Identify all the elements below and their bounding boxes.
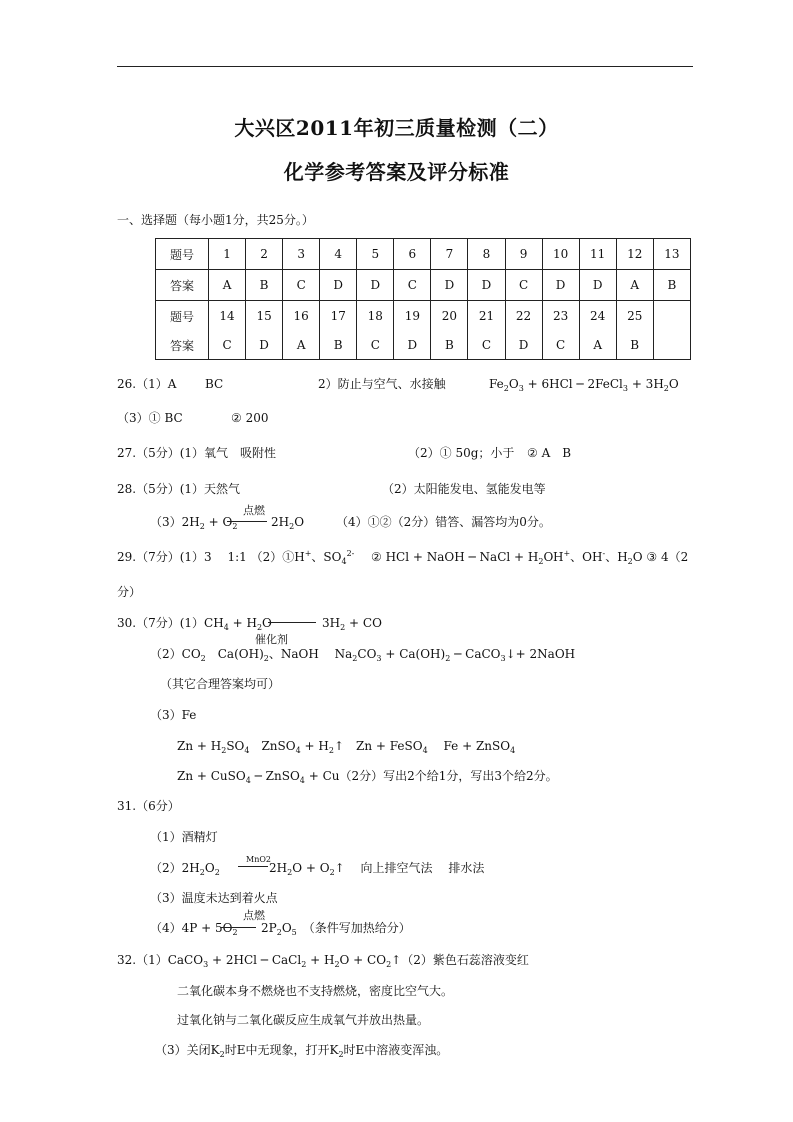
q30-equations-a (177, 739, 515, 753)
eq-sub: 2 (663, 384, 669, 393)
eq-frag: 30.（7分）(1）CH (117, 616, 224, 630)
answer-cell: B (431, 331, 468, 360)
eq-frag: O (668, 377, 679, 391)
ion-charge: 2- (346, 549, 355, 558)
q26-part1b: BC (205, 377, 224, 391)
q26-equation (489, 377, 679, 391)
reaction-line (238, 866, 268, 867)
eq-frag: ZnSO (249, 739, 296, 753)
eq-sub: 2 (334, 960, 340, 969)
page-title: 大兴区2011年初三质量检测（二） (234, 116, 559, 140)
table-row (156, 239, 691, 270)
text-frag: 时E中溶液变浑浊。 (343, 1043, 449, 1057)
eq-frag: O (294, 515, 305, 529)
eq-frag: O + CO (339, 953, 387, 967)
page-subtitle: 化学参考答案及评分标准 (283, 160, 510, 184)
eq-sub: 2 (386, 960, 392, 969)
eq-frag: ↓+ 2NaOH (505, 647, 576, 661)
eq-frag: ─ CaCO (450, 647, 501, 661)
eq-frag: Fe + ZnSO (427, 739, 511, 753)
question-number: 17 (320, 301, 357, 332)
ion-charge: + (304, 549, 312, 558)
eq-frag: 2H (269, 861, 288, 875)
eq-sub: 2 (200, 654, 206, 663)
text-frag: 、SO (311, 550, 342, 564)
eq-frag: + Cu（2分）写出2个给1分，写出3个给2分。 (304, 769, 558, 783)
eq-frag: + 6HCl ─ 2FeCl (523, 377, 623, 391)
q29-line2: 分） (117, 585, 142, 599)
eq-frag: + O (204, 515, 233, 529)
eq-frag: + H (306, 953, 335, 967)
question-number: 21 (468, 301, 505, 332)
answer-cell: D (542, 270, 579, 301)
q28-equation-left (150, 515, 237, 529)
answer-cell: C (505, 270, 542, 301)
reaction-condition: 点燃 (243, 909, 265, 922)
q30-equations-b (177, 769, 558, 783)
eq-frag: ② HCl + NaOH ─ NaCl + H (371, 550, 539, 564)
text-frag: 时E中无现象，打开K (224, 1043, 339, 1057)
ion-charge: + (563, 549, 571, 558)
reaction-line (227, 521, 267, 522)
eq-frag: Ca(OH) (205, 647, 264, 661)
question-number: 22 (505, 301, 542, 332)
eq-sub: 2 (338, 1050, 344, 1059)
eq-frag: ↑ 向上排空气法 排水法 (334, 861, 485, 875)
eq-sub: 4 (244, 746, 250, 755)
text-frag: H (553, 550, 564, 564)
question-number: 2 (246, 239, 283, 270)
eq-frag: O + O (292, 861, 330, 875)
question-number: 7 (431, 239, 468, 270)
q29-ions (553, 550, 688, 564)
q30-line1 (117, 616, 272, 630)
q31-part1: （1）酒精灯 (150, 830, 218, 844)
answer-cell: C (283, 270, 320, 301)
eq-frag: （条件写加热给分） (296, 921, 411, 935)
answer-cell: D (431, 270, 468, 301)
answer-cell: A (209, 270, 246, 301)
row-label: 答案 (156, 270, 209, 301)
row-label: 题号 (156, 301, 209, 332)
eq-frag: （2）CO (150, 647, 201, 661)
q29-equation (371, 550, 553, 564)
empty-cell (653, 301, 690, 360)
q31-equation4-right (261, 921, 411, 935)
question-number: 16 (283, 301, 320, 332)
eq-frag: ↑ Zn + FeSO (333, 739, 423, 753)
eq-frag: 2H (271, 515, 290, 529)
question-number: 15 (246, 301, 283, 332)
question-number: 5 (357, 239, 394, 270)
eq-frag: SO (226, 739, 245, 753)
answer-cell: C (468, 331, 505, 360)
eq-sub: 2 (219, 1050, 225, 1059)
eq-frag: 、NaOH Na (268, 647, 353, 661)
section-heading: 一、选择题（每小题1分，共25分。） (117, 213, 314, 227)
q28-equation-right (271, 515, 304, 529)
question-number: 24 (579, 301, 616, 332)
answer-cell: D (246, 331, 283, 360)
eq-frag: Fe (489, 377, 504, 391)
q26-part3b: ② 200 (231, 411, 269, 425)
answer-cell: C (542, 331, 579, 360)
text-frag: O ③ 4（2 (632, 550, 689, 564)
eq-frag: + H (228, 616, 257, 630)
q28-part2: （2）太阳能发电、氢能发电等 (382, 482, 546, 496)
eq-frag: （3）2H (150, 515, 200, 529)
answer-cell: D (394, 331, 431, 360)
top-rule (117, 66, 693, 67)
q30-note: （其它合理答案均可） (160, 677, 281, 691)
answer-cell: D (320, 270, 357, 301)
question-number: 14 (209, 301, 246, 332)
reaction-line (268, 622, 316, 623)
text-frag: 29.（7分）(1）3 1:1 （2）①H (117, 550, 305, 564)
eq-sub: 2 (214, 868, 220, 877)
row-label: 题号 (156, 239, 209, 270)
eq-sub: 3 (622, 384, 628, 393)
eq-sub: 2 (627, 557, 633, 566)
eq-frag: （4）4P + 5O (150, 921, 233, 935)
eq-sub: 2 (289, 522, 295, 531)
ion-charge: - (602, 549, 606, 558)
answer-cell: D (505, 331, 542, 360)
eq-frag: CO (357, 647, 377, 661)
q27-part2b: ② A B (527, 446, 572, 460)
eq-sub: 3 (500, 654, 506, 663)
question-number: 6 (394, 239, 431, 270)
q26-part2: 2）防止与空气、水接触 (318, 377, 446, 391)
reaction-line (221, 927, 256, 928)
q32-line4 (155, 1043, 448, 1057)
eq-sub: 2 (352, 654, 358, 663)
eq-sub: 2 (328, 746, 334, 755)
text-frag: 、H (605, 550, 628, 564)
eq-frag: Zn + CuSO (177, 769, 246, 783)
q31-heading: 31.（6分） (117, 799, 180, 813)
eq-frag: O (204, 861, 215, 875)
eq-frag: Zn + H (177, 739, 222, 753)
table-row (156, 301, 691, 332)
q27-part1: 27.（5分）(1）氧气 吸附性 (117, 446, 277, 460)
q30-line2 (150, 647, 575, 661)
eq-sub: 4 (510, 746, 516, 755)
answer-cell: B (616, 331, 653, 360)
eq-sub: 2 (199, 522, 205, 531)
reaction-condition: 催化剂 (255, 633, 288, 646)
table-row (156, 331, 691, 360)
eq-sub: 2 (340, 623, 346, 632)
eq-frag: 32.（1）CaCO (117, 953, 204, 967)
question-number: 18 (357, 301, 394, 332)
eq-sub: 4 (422, 746, 428, 755)
answer-cell: C (209, 331, 246, 360)
answer-cell: A (283, 331, 320, 360)
eq-sub: 2 (287, 868, 293, 877)
eq-sub: 2 (221, 746, 227, 755)
question-number: 11 (579, 239, 616, 270)
q29-line1 (117, 550, 354, 564)
eq-frag: + H (300, 739, 329, 753)
eq-frag: ↑（2）紫色石蕊溶液变红 (391, 953, 529, 967)
eq-sub: 3 (518, 384, 524, 393)
answer-cell: B (320, 331, 357, 360)
q26-part1: 26.（1）A (117, 377, 177, 391)
eq-sub: 2 (276, 928, 282, 937)
eq-frag: 3H (322, 616, 341, 630)
eq-sub: 2 (329, 868, 335, 877)
q27-part2: （2）① 50g；小于 (408, 446, 515, 460)
eq-sub: 2 (232, 522, 238, 531)
q28-part1: 28.（5分）(1）天然气 (117, 482, 241, 496)
q31-equation4-left (150, 921, 238, 935)
reaction-condition: 点燃 (243, 504, 265, 517)
eq-sub: 2 (256, 623, 263, 632)
answer-cell: D (357, 270, 394, 301)
eq-sub: 2 (538, 557, 544, 566)
eq-sub: 4 (295, 746, 301, 755)
answer-cell: A (579, 331, 616, 360)
eq-frag: + Ca(OH) (381, 647, 446, 661)
eq-sub: 2 (263, 654, 269, 663)
eq-sub: 2 (301, 960, 307, 969)
eq-sub: 3 (203, 960, 209, 969)
answer-cell: D (468, 270, 505, 301)
eq-frag: O (508, 377, 519, 391)
eq-frag: O (281, 921, 292, 935)
eq-frag: （2）2H (150, 861, 200, 875)
eq-frag: O (262, 616, 272, 630)
q31-equation-right (269, 861, 484, 875)
question-number: 3 (283, 239, 320, 270)
question-number: 12 (616, 239, 653, 270)
q31-equation-left (150, 861, 220, 875)
eq-sub: 2 (445, 654, 451, 663)
question-number: 20 (431, 301, 468, 332)
q32-line3: 过氧化钠与二氧化碳反应生成氧气并放出热量。 (177, 1013, 430, 1027)
eq-frag: + CO (345, 616, 382, 630)
eq-sub: 2 (232, 928, 238, 937)
question-number: 8 (468, 239, 505, 270)
question-number: 25 (616, 301, 653, 332)
q28-part4: （4）①②（2分）错答、漏答均为0分。 (336, 515, 551, 529)
answer-cell: A (616, 270, 653, 301)
eq-frag: + 2HCl ─ CaCl (208, 953, 302, 967)
question-number: 9 (505, 239, 542, 270)
reaction-condition: MnO2 (246, 855, 271, 864)
q32-line2: 二氧化碳本身不燃烧也不支持燃烧，密度比空气大。 (177, 984, 454, 998)
question-number: 1 (209, 239, 246, 270)
eq-sub: 4 (341, 557, 347, 566)
answer-cell: B (653, 270, 690, 301)
text-frag: 、OH (570, 550, 603, 564)
text-frag: （3）关闭K (155, 1043, 220, 1057)
eq-sub: 2 (503, 384, 509, 393)
question-number: 19 (394, 301, 431, 332)
eq-sub: 4 (245, 776, 251, 785)
question-number: 10 (542, 239, 579, 270)
question-number: 4 (320, 239, 357, 270)
eq-sub: 3 (376, 654, 382, 663)
eq-frag: 2P (261, 921, 277, 935)
q32-line1 (117, 953, 529, 967)
eq-frag: ─ ZnSO (250, 769, 300, 783)
answer-cell: D (579, 270, 616, 301)
question-number: 23 (542, 301, 579, 332)
question-number: 13 (653, 239, 690, 270)
eq-sub: 4 (223, 623, 229, 632)
eq-sub: 2 (199, 868, 205, 877)
answer-cell: C (357, 331, 394, 360)
row-label: 答案 (156, 331, 209, 360)
eq-sub: 4 (299, 776, 305, 785)
answer-table (155, 238, 691, 360)
table-row (156, 270, 691, 301)
q31-part3: （3）温度未达到着火点 (150, 891, 278, 905)
q26-part3: （3）① BC (117, 411, 183, 425)
eq-frag: + 3H (628, 377, 664, 391)
answer-cell: B (246, 270, 283, 301)
answer-cell: C (394, 270, 431, 301)
q30-part3: （3）Fe (150, 708, 197, 722)
q30-line1-right (322, 616, 382, 630)
eq-frag: O (543, 550, 554, 564)
eq-sub: 5 (291, 928, 297, 937)
